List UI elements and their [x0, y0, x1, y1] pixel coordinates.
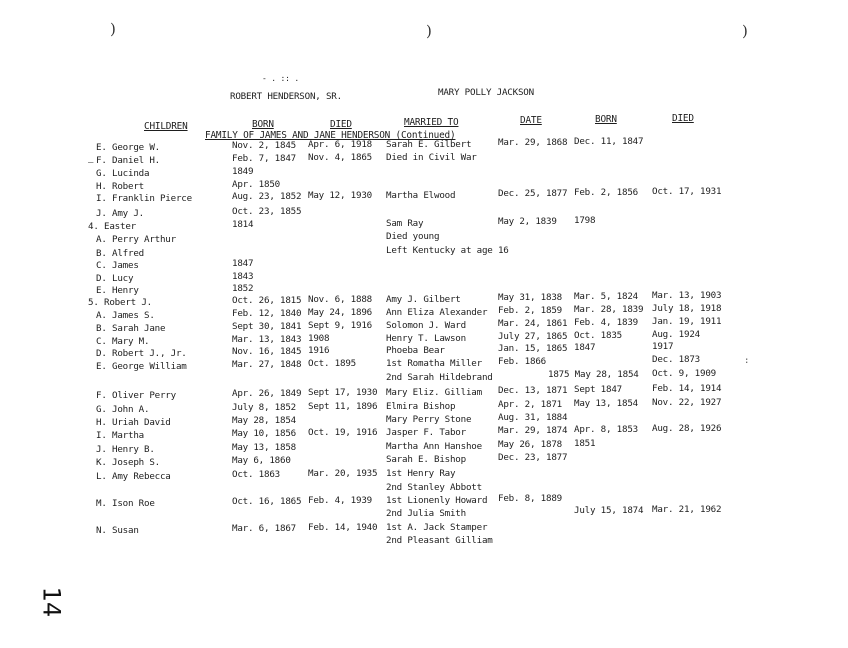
spouse-name: Jasper F. Tabor — [386, 426, 466, 438]
child-name: E. George W. — [96, 142, 160, 153]
spouse-name: 1st Romatha Miller — [386, 357, 482, 369]
birth-date: Oct. 23, 1855 — [232, 206, 302, 218]
child-name: J. Henry B. — [96, 444, 155, 455]
spouse-name: 2nd Stanley Abbott — [386, 481, 482, 493]
child-name: H. Uriah David — [96, 417, 171, 428]
birth-date: Nov. 16, 1845 — [232, 346, 302, 358]
birth-date: Feb. 7, 1847 — [232, 153, 296, 165]
margin-dots: : — [744, 356, 750, 366]
child-name: B. Alfred — [96, 248, 144, 259]
child-name: E. George William — [96, 361, 187, 372]
spouse-name: Solomon J. Ward — [386, 319, 466, 331]
spouse-name: Died young — [386, 230, 440, 242]
marriage-date: May 26, 1878 — [498, 439, 562, 451]
death-date: Mar. 20, 1935 — [308, 468, 378, 480]
spouse-birth: 1851 — [574, 438, 596, 450]
spouse-birth: July 15, 1874 — [574, 505, 644, 517]
spouse-birth: 1798 — [574, 215, 596, 227]
birth-date: Apr. 26, 1849 — [232, 388, 302, 400]
marriage-date: Mar. 29, 1874 — [498, 425, 568, 437]
birth-date: May 13, 1858 — [232, 442, 296, 454]
birth-date: 1814 — [232, 219, 254, 231]
child-name: C. Mary M. — [96, 336, 150, 347]
child-name: 5. Robert J. — [88, 297, 152, 308]
spouse-birth: May 13, 1854 — [574, 398, 638, 410]
family-caption: FAMILY OF JAMES AND JANE HENDERSON (Continued) — [205, 130, 456, 141]
marriage-date: Dec. 13, 1871 — [498, 385, 568, 397]
marriage-date: Feb. 1866 — [498, 356, 546, 368]
column-header-spouse-died: DIED — [672, 113, 694, 124]
child-name: J. Amy J. — [96, 208, 144, 219]
birth-date: July 8, 1852 — [232, 402, 296, 414]
death-date: Feb. 14, 1940 — [308, 522, 378, 534]
spouse-birth: Apr. 8, 1853 — [574, 424, 638, 436]
birth-date: Oct. 26, 1815 — [232, 295, 302, 307]
spouse-death: Aug. 1924 — [652, 329, 700, 341]
spouse-name: 2nd Sarah Hildebrand — [386, 371, 493, 383]
spouse-death: Oct. 17, 1931 — [652, 186, 722, 198]
child-name: A. Perry Arthur — [96, 234, 176, 245]
death-date: Sept 11, 1896 — [308, 401, 378, 413]
child-name: D. Robert J., Jr. — [96, 348, 187, 359]
spouse-birth: Dec. 11, 1847 — [574, 136, 644, 148]
birth-date: May 28, 1854 — [232, 415, 296, 427]
death-date: Nov. 4, 1865 — [308, 152, 372, 164]
margin-mark-left: ) — [110, 20, 116, 38]
marriage-date: Apr. 2, 1871 — [498, 399, 562, 411]
spouse-death: July 18, 1918 — [652, 303, 722, 315]
birth-date: 1852 — [232, 283, 254, 295]
marriage-date: Dec. 25, 1877 — [498, 188, 568, 200]
death-date: Sept 17, 1930 — [308, 387, 378, 399]
child-name: 4. Easter — [88, 221, 136, 232]
spouse-name: 1st Lionenly Howard — [386, 494, 488, 506]
margin-mark-center: ) — [426, 22, 432, 40]
birth-date: 1847 — [232, 258, 254, 270]
spouse-name: 2nd Julia Smith — [386, 507, 466, 519]
margin-arrow: — — [88, 158, 94, 168]
spouse-name: Left Kentucky at age 16 — [386, 244, 509, 256]
marriage-date: Feb. 8, 1889 — [498, 493, 562, 505]
child-name: F. Oliver Perry — [96, 390, 176, 401]
spouse-name: Sarah E. Bishop — [386, 453, 466, 465]
spouse-name: 1st Henry Ray — [386, 467, 456, 479]
spouse-name: Henry T. Lawson — [386, 332, 466, 344]
column-header-children: CHILDREN — [144, 121, 188, 132]
spouse-name: Sarah E. Gilbert — [386, 138, 472, 150]
child-name: M. Ison Roe — [96, 498, 155, 509]
spouse-death: Dec. 1873 — [652, 354, 700, 366]
child-name: N. Susan — [96, 525, 139, 536]
death-date: May 12, 1930 — [308, 190, 372, 202]
marriage-date: Mar. 24, 1861 — [498, 318, 568, 330]
spouse-name: Sam Ray — [386, 217, 424, 229]
marriage-date: May 2, 1839 — [498, 216, 557, 228]
birth-date: Sept 30, 1841 — [232, 321, 302, 333]
column-header-died: DIED — [330, 119, 352, 130]
marriage-date: Dec. 23, 1877 — [498, 452, 568, 464]
child-name: C. James — [96, 260, 139, 271]
spouse-name: Phoeba Bear — [386, 344, 445, 356]
birth-date: Oct. 1863 — [232, 469, 280, 481]
spouse-birth: Oct. 1835 — [574, 330, 622, 342]
death-date: Oct. 19, 1916 — [308, 427, 378, 439]
child-name: H. Robert — [96, 181, 144, 192]
child-name: L. Amy Rebecca — [96, 471, 171, 482]
death-date: Apr. 6, 1918 — [308, 139, 372, 151]
birth-date: Nov. 2, 1845 — [232, 140, 296, 152]
child-name: E. Henry — [96, 285, 139, 296]
child-name: I. Martha — [96, 430, 144, 441]
spouse-name: Martha Ann Hanshoe — [386, 440, 482, 452]
father-name: ROBERT HENDERSON, SR. — [230, 91, 342, 102]
death-date: Nov. 6, 1888 — [308, 294, 372, 306]
spouse-death: Mar. 13, 1903 — [652, 290, 722, 302]
death-date: 1916 — [308, 345, 330, 357]
spouse-death: Aug. 28, 1926 — [652, 423, 722, 435]
marriage-date: Mar. 29, 1868 — [498, 137, 568, 149]
spouse-birth: 1847 — [574, 342, 596, 354]
birth-date: May 10, 1856 — [232, 428, 296, 440]
birth-date: Mar. 13, 1843 — [232, 334, 302, 346]
child-name: G. John A. — [96, 404, 150, 415]
spouse-death: Oct. 9, 1909 — [652, 368, 716, 380]
child-name: I. Franklin Pierce — [96, 193, 192, 204]
marriage-date: Aug. 31, 1884 — [498, 412, 568, 424]
column-header-spouse-born: BORN — [595, 114, 617, 125]
birth-date: Apr. 1850 — [232, 179, 280, 191]
margin-mark-right: ) — [742, 22, 748, 40]
spouse-name: Martha Elwood — [386, 189, 456, 201]
child-name: A. James S. — [96, 310, 155, 321]
spouse-death: Mar. 21, 1962 — [652, 504, 722, 516]
spouse-birth: Feb. 4, 1839 — [574, 317, 638, 329]
death-date: Sept 9, 1916 — [308, 320, 372, 332]
column-header-born: BORN — [252, 119, 274, 130]
birth-date: Mar. 6, 1867 — [232, 523, 296, 535]
column-header-date: DATE — [520, 115, 542, 126]
marriage-date: Feb. 2, 1859 — [498, 305, 562, 317]
spouse-birth: Mar. 28, 1839 — [574, 304, 644, 316]
spouse-name: 2nd Pleasant Gilliam — [386, 534, 493, 546]
child-name: D. Lucy — [96, 273, 134, 284]
spouse-birth: Mar. 5, 1824 — [574, 291, 638, 303]
spouse-death: 1917 — [652, 341, 674, 353]
spouse-name: Died in Civil War — [386, 151, 477, 163]
marriage-date: July 27, 1865 — [498, 331, 568, 343]
child-name: B. Sarah Jane — [96, 323, 166, 334]
header-scribble: - . :: . — [262, 74, 299, 83]
child-name: K. Joseph S. — [96, 457, 160, 468]
child-name: G. Lucinda — [96, 168, 150, 179]
birth-date: Oct. 16, 1865 — [232, 496, 302, 508]
spouse-name: 1st A. Jack Stamper — [386, 521, 488, 533]
birth-date: 1843 — [232, 271, 254, 283]
birth-date: Mar. 27, 1848 — [232, 359, 302, 371]
spouse-name: Mary Eliz. Gilliam — [386, 386, 482, 398]
birth-date: May 6, 1860 — [232, 455, 291, 467]
death-date: Feb. 4, 1939 — [308, 495, 372, 507]
spouse-name: Amy J. Gilbert — [386, 293, 461, 305]
child-name: F. Daniel H. — [96, 155, 160, 166]
spouse-death: Nov. 22, 1927 — [652, 397, 722, 409]
birth-date: Aug. 23, 1852 — [232, 191, 302, 203]
birth-date: 1849 — [232, 166, 254, 178]
death-date: May 24, 1896 — [308, 307, 372, 319]
spouse-death: Feb. 14, 1914 — [652, 383, 722, 395]
spouse-birth: Feb. 2, 1856 — [574, 187, 638, 199]
spouse-name: Elmira Bishop — [386, 400, 456, 412]
spouse-name: Ann Eliza Alexander — [386, 306, 488, 318]
birth-date: Feb. 12, 1840 — [232, 308, 302, 320]
spouse-birth: Sept 1847 — [574, 384, 622, 396]
mother-name: MARY POLLY JACKSON — [438, 87, 534, 98]
marriage-date: Jan. 15, 1865 — [498, 343, 568, 355]
column-header-married-to: MARRIED TO — [404, 117, 459, 128]
spouse-name: Mary Perry Stone — [386, 413, 472, 425]
page-number: 14 — [37, 586, 66, 618]
spouse-birth: 1875 May 28, 1854 — [548, 369, 639, 381]
spouse-death: Jan. 19, 1911 — [652, 316, 722, 328]
death-date: Oct. 1895 — [308, 358, 356, 370]
death-date: 1908 — [308, 333, 330, 345]
marriage-date: May 31, 1838 — [498, 292, 562, 304]
